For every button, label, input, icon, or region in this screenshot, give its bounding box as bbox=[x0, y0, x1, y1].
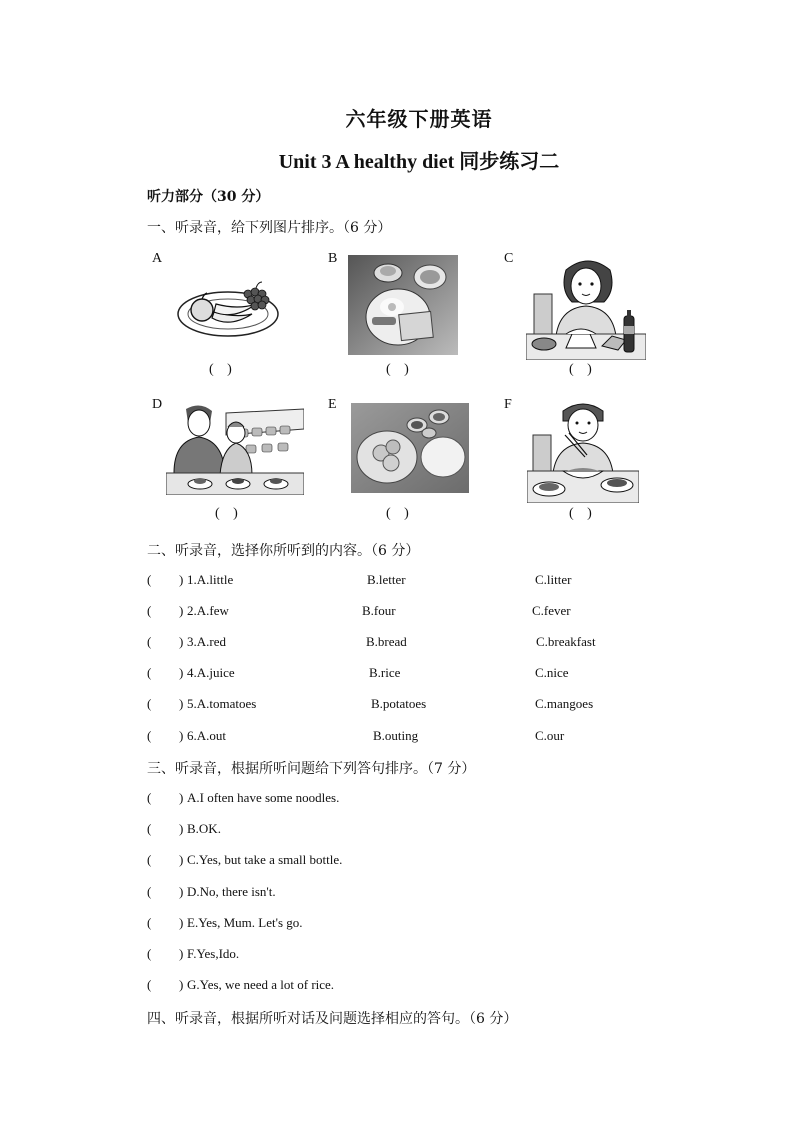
answer-paren-d[interactable]: ( ) bbox=[215, 506, 238, 521]
option-c: C.fever bbox=[532, 603, 571, 618]
option-b: B.outing bbox=[373, 728, 419, 743]
option-c: C.mangoes bbox=[535, 696, 594, 711]
section2-heading: 二、听录音，选择你所听到的内容。（6 分） bbox=[147, 543, 420, 559]
answer-paren-close: ) bbox=[179, 884, 184, 899]
option-b: B.letter bbox=[367, 572, 406, 587]
answer-paren-open[interactable]: ( bbox=[147, 728, 152, 743]
answer-paren-f[interactable]: ( ) bbox=[569, 506, 592, 521]
answer-paren-close: ) bbox=[179, 728, 184, 743]
answer-paren-close: ) bbox=[179, 977, 184, 992]
girl-eating-junk-food-icon bbox=[526, 256, 646, 360]
answer-text: E.Yes, Mum. Let's go. bbox=[187, 915, 303, 930]
answer-paren-close: ) bbox=[179, 821, 184, 836]
healthy-meal-tray-photo bbox=[351, 403, 469, 493]
option-c: C.litter bbox=[535, 572, 572, 587]
answer-paren-close: ) bbox=[179, 946, 184, 961]
option-b: B.bread bbox=[366, 634, 407, 649]
option-b: B.potatoes bbox=[371, 696, 427, 711]
option-a: 6.A.out bbox=[187, 728, 226, 743]
picture-letter-d: D bbox=[152, 397, 163, 412]
answer-paren-open[interactable]: ( bbox=[147, 790, 152, 805]
answer-paren-open[interactable]: ( bbox=[147, 696, 152, 711]
listening-part-heading: 听力部分（30 分） bbox=[147, 189, 270, 205]
picture-letter-f: F bbox=[504, 397, 512, 412]
breakfast-tray-photo bbox=[348, 255, 458, 355]
boy-eating-noodles-icon bbox=[527, 399, 639, 503]
answer-paren-open[interactable]: ( bbox=[147, 946, 152, 961]
answer-paren-close: ) bbox=[179, 634, 184, 649]
answer-paren-open[interactable]: ( bbox=[147, 852, 152, 867]
answer-paren-b[interactable]: ( ) bbox=[386, 362, 409, 377]
answer-paren-open[interactable]: ( bbox=[147, 884, 152, 899]
answer-paren-close: ) bbox=[179, 915, 184, 930]
option-a: 2.A.few bbox=[187, 603, 229, 618]
fruit-plate-icon bbox=[176, 276, 280, 338]
picture-letter-e: E bbox=[328, 397, 337, 412]
answer-text: F.Yes,Ido. bbox=[187, 946, 240, 961]
answer-paren-open[interactable]: ( bbox=[147, 915, 152, 930]
answer-paren-open[interactable]: ( bbox=[147, 634, 152, 649]
option-a: 5.A.tomatoes bbox=[187, 696, 257, 711]
answer-paren-close: ) bbox=[179, 665, 184, 680]
page-subtitle: Unit 3 A healthy diet 同步练习二 bbox=[278, 151, 560, 173]
answer-text: B.OK. bbox=[187, 821, 221, 836]
answer-paren-a[interactable]: ( ) bbox=[209, 362, 232, 377]
answer-text: G.Yes, we need a lot of rice. bbox=[187, 977, 335, 992]
option-a: 3.A.red bbox=[187, 634, 226, 649]
option-a: 1.A.little bbox=[187, 572, 234, 587]
answer-paren-open[interactable]: ( bbox=[147, 603, 152, 618]
answer-paren-close: ) bbox=[179, 572, 184, 587]
page-title: 六年级下册英语 bbox=[345, 107, 493, 131]
father-and-child-choosing-food-icon bbox=[166, 403, 304, 495]
answer-text: A.I often have some noodles. bbox=[187, 790, 340, 805]
answer-text: D.No, there isn't. bbox=[187, 884, 276, 899]
answer-paren-close: ) bbox=[179, 852, 184, 867]
section4-heading: 四、听录音，根据所听对话及问题选择相应的答句。（6 分） bbox=[147, 1011, 518, 1027]
picture-letter-a: A bbox=[152, 251, 163, 266]
answer-paren-open[interactable]: ( bbox=[147, 977, 152, 992]
answer-paren-open[interactable]: ( bbox=[147, 572, 152, 587]
option-b: B.four bbox=[362, 603, 396, 618]
option-c: C.our bbox=[535, 728, 565, 743]
answer-paren-open[interactable]: ( bbox=[147, 665, 152, 680]
answer-paren-close: ) bbox=[179, 790, 184, 805]
answer-paren-e[interactable]: ( ) bbox=[386, 506, 409, 521]
answer-paren-close: ) bbox=[179, 603, 184, 618]
section3-heading: 三、听录音，根据所听问题给下列答句排序。（7 分） bbox=[147, 761, 476, 777]
option-a: 4.A.juice bbox=[187, 665, 235, 680]
answer-paren-open[interactable]: ( bbox=[147, 821, 152, 836]
option-c: C.breakfast bbox=[536, 634, 596, 649]
section1-heading: 一、听录音，给下列图片排序。（6 分） bbox=[147, 220, 392, 236]
option-c: C.nice bbox=[535, 665, 569, 680]
answer-text: C.Yes, but take a small bottle. bbox=[187, 852, 343, 867]
picture-letter-b: B bbox=[328, 251, 338, 266]
answer-paren-c[interactable]: ( ) bbox=[569, 362, 592, 377]
picture-letter-c: C bbox=[504, 251, 514, 266]
option-b: B.rice bbox=[369, 665, 401, 680]
answer-paren-close: ) bbox=[179, 696, 184, 711]
